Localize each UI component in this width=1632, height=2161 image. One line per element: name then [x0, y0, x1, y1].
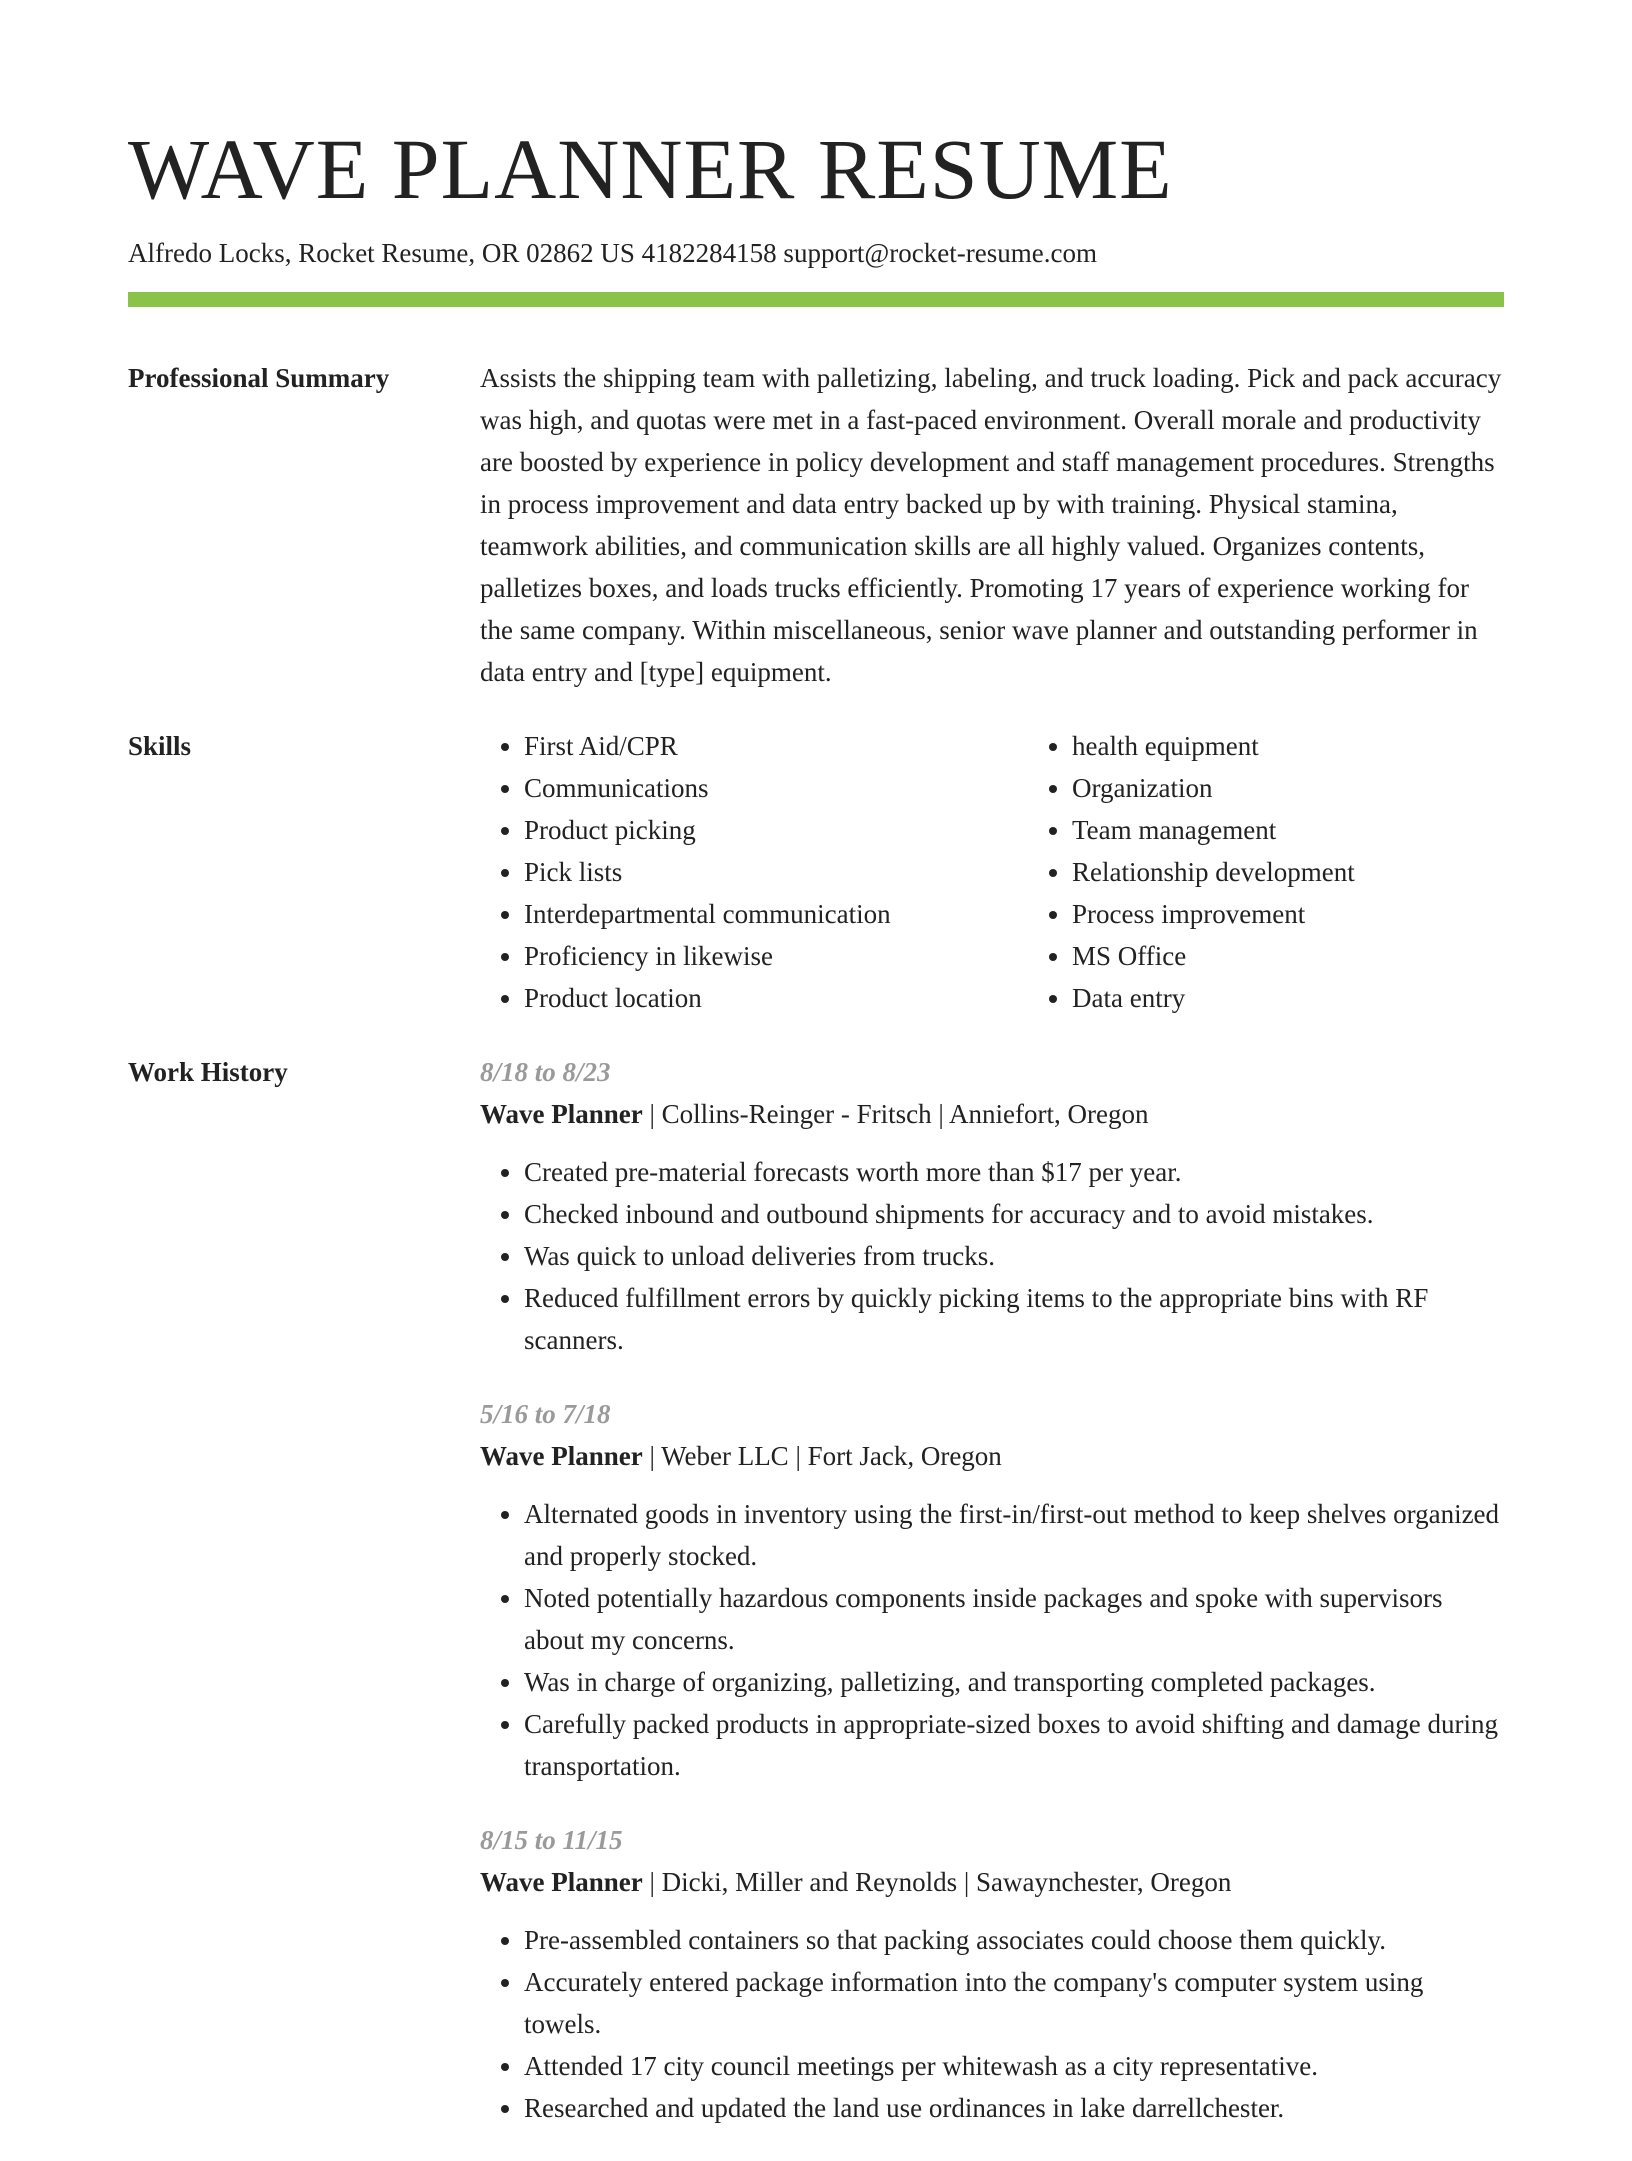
job-bullet: • Accurately entered package information into the company's computer system using towels. [524, 1961, 1504, 2045]
skill-item: • First Aid/CPR [524, 725, 1028, 767]
section-label-summary: Professional Summary [128, 363, 390, 393]
summary-text: Assists the shipping team with palletizing, labeling, and truck loading. Pick and pack accuracy was high, and quotas were met in a fast-paced environment. Overall morale and productivity are boosted by experience in policy development and staff management procedures. Strengths in process improvement and data entry backed up by with training. Physical stamina, teamwork abilities, and communication skills are all highly valued. Organizes contents, palletizes boxes, and loads trucks efficiently. Promoting 17 years of experience working for the same company. Within miscellaneous, senior wave planner and outstanding performer in data entry and [type] equipment. [480, 363, 1502, 687]
section-label-skills: Skills [128, 731, 192, 761]
job-title: Wave Planner [480, 1867, 643, 1897]
job-bullet: • Was quick to unload deliveries from trucks. [524, 1235, 1504, 1277]
job-heading [480, 1861, 1504, 1903]
skill-item: • health equipment [1072, 725, 1576, 767]
skills-section [128, 725, 1504, 1019]
job-bullet: • Was in charge of organizing, palletizing, and transporting completed packages. [524, 1661, 1504, 1703]
job-entry [480, 1051, 1504, 1361]
job-details: | Dicki, Miller and Reynolds | Sawaynchester, Oregon [642, 1867, 1232, 1897]
job-details: | Weber LLC | Fort Jack, Oregon [642, 1441, 1002, 1471]
job-bullets [480, 1151, 1504, 1361]
page-title: WAVE PLANNER RESUME [128, 121, 1173, 217]
job-bullet: • Created pre-material forecasts worth more than $17 per year. [524, 1151, 1504, 1193]
job-title: Wave Planner [480, 1441, 643, 1471]
skills-list-left [480, 725, 1028, 1019]
accent-divider [128, 292, 1504, 307]
job-bullet: • Checked inbound and outbound shipments for accuracy and to avoid mistakes. [524, 1193, 1504, 1235]
work-history-section [128, 1051, 1504, 2161]
skill-item: • Product picking [524, 809, 1028, 851]
resume-page [128, 0, 1504, 2161]
job-heading [480, 1435, 1504, 1477]
job-bullet: • Attended 17 city council meetings per whitewash as a city representative. [524, 2045, 1504, 2087]
skill-item: • Organization [1072, 767, 1576, 809]
job-details: | Collins-Reinger - Fritsch | Anniefort, Oregon [642, 1099, 1149, 1129]
job-bullet: • Researched and updated the land use ordinances in lake darrellchester. [524, 2087, 1504, 2129]
skill-item: • Team management [1072, 809, 1576, 851]
job-bullet: • Reduced fulfillment errors by quickly picking items to the appropriate bins with RF scanners. [524, 1277, 1504, 1361]
job-bullet: • Pre-assembled containers so that packing associates could choose them quickly. [524, 1919, 1504, 1961]
job-dates: 5/16 to 7/18 [480, 1399, 611, 1429]
job-dates: 8/18 to 8/23 [480, 1057, 611, 1087]
job-entry [480, 1819, 1504, 2129]
skill-item: • Product location [524, 977, 1028, 1019]
job-dates: 8/15 to 11/15 [480, 1825, 623, 1855]
skills-columns [480, 725, 1576, 1019]
job-entry [480, 1393, 1504, 1787]
skill-item: • Interdepartmental communication [524, 893, 1028, 935]
job-title: Wave Planner [480, 1099, 643, 1129]
skill-item: • Process improvement [1072, 893, 1576, 935]
job-bullet: • Alternated goods in inventory using the first-in/first-out method to keep shelves organized and properly stocked. [524, 1493, 1504, 1577]
skill-item: • MS Office [1072, 935, 1576, 977]
skill-item: • Communications [524, 767, 1028, 809]
professional-summary-section [128, 357, 1504, 693]
job-bullets [480, 1919, 1504, 2129]
skill-item: • Relationship development [1072, 851, 1576, 893]
job-heading [480, 1093, 1504, 1135]
skill-item: • Pick lists [524, 851, 1028, 893]
job-bullets [480, 1493, 1504, 1787]
job-bullet: • Carefully packed products in appropriate-sized boxes to avoid shifting and damage during transportation. [524, 1703, 1504, 1787]
job-bullet: • Noted potentially hazardous components inside packages and spoke with supervisors about my concerns. [524, 1577, 1504, 1661]
section-label-work-history: Work History [128, 1057, 288, 1087]
skill-item: • Data entry [1072, 977, 1576, 1019]
skill-item: • Proficiency in likewise [524, 935, 1028, 977]
skills-list-right [1028, 725, 1576, 1019]
contact-line: Alfredo Locks, Rocket Resume, OR 02862 US 4182284158 support@rocket-resume.com [128, 238, 1097, 268]
